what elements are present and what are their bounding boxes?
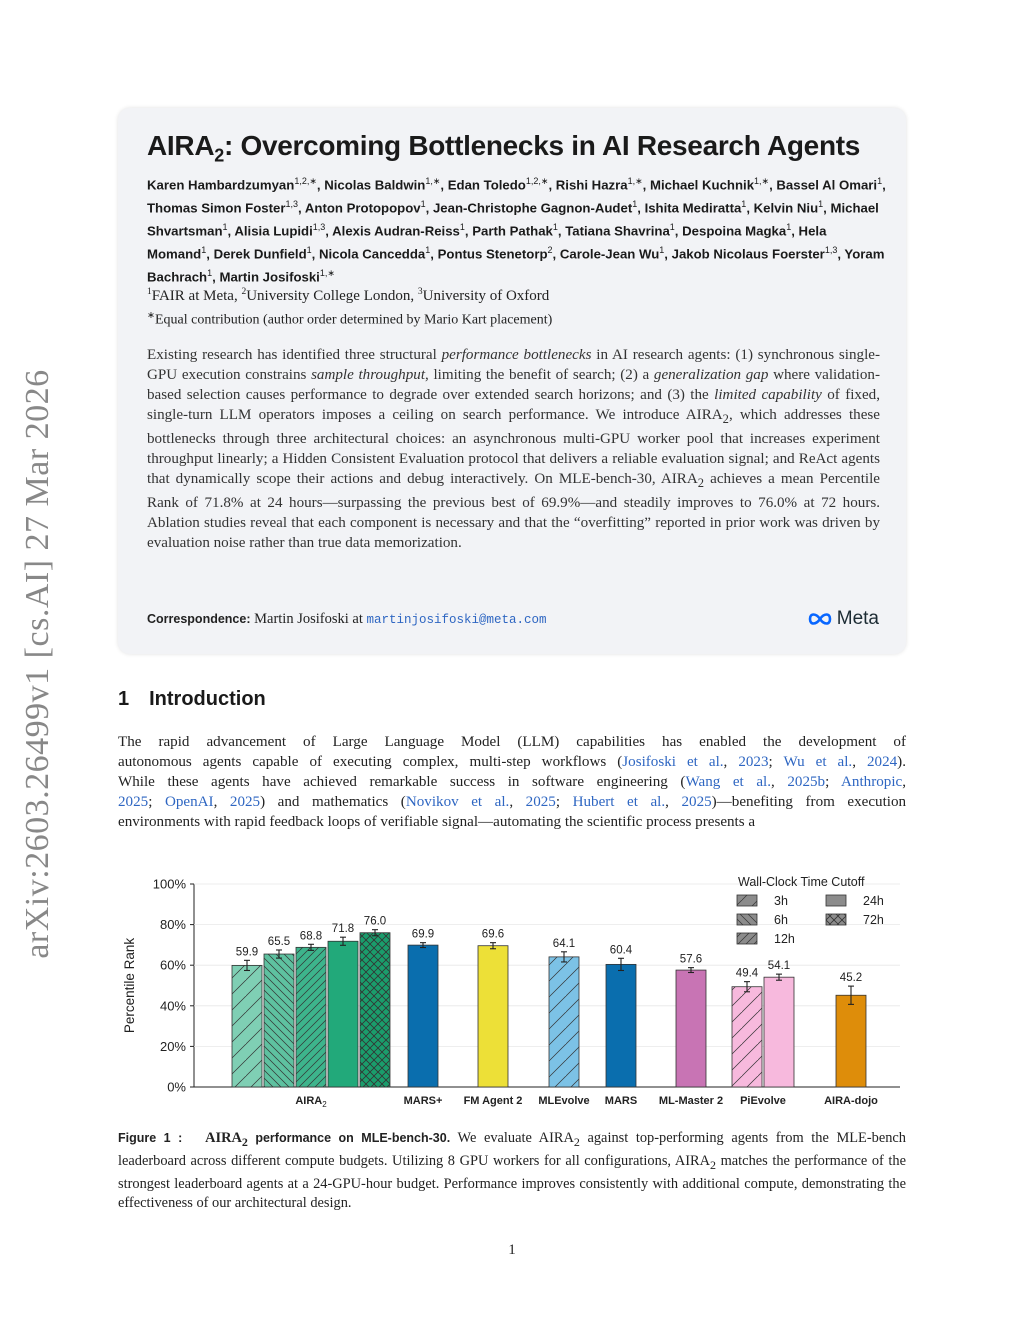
affiliation-mark: 1 (147, 287, 152, 297)
bar-hatch (232, 965, 262, 1087)
author-affiliation-mark: 1 (877, 176, 883, 186)
author-list: Karen Hambardzumyan$^{1,2,∗}$, Nicolas Baldwin$^{1,∗}$, Edan Toledo$^{1,2,∗}$, Rishi Hazra$^{1,∗}$, Michael Kuchnik$^{1,∗}$, Bassel Al Omari$^1$, Thomas Simon Foster$^{1,3}$, Anton Protopopov$^1$, Jean-Christophe Gagnon-Audet$^1$, Ishita Mediratta$^1$, Kelvin Niu$^1$, Michael Shvartsman$^1$, Alisia Lupidi$^{1,3}$, Alexis Audran-Reiss$^1$, Parth Pathak$^1$, Tatiana Shavrina$^1$, Despoina Magka$^1$, Hela Momand$^1$, Derek Dunfield$^1$, Nicola Cancedda$^1$, Pontus Stenetorp$^2$, Carole-Jean Wu$^1$, Jakob Nicolaus Foerster$^{1,3}$, Yoram Bachrach$^1$, Martin Josifoski$^{1,∗}$ (147, 176, 886, 285)
author-affiliation-mark: 1 (659, 244, 665, 255)
intro-line (118, 732, 906, 752)
affiliation-mark: 3 (417, 287, 423, 297)
intro-text: The rapid advancement of Large Language Model (LLM) capabilities has enabled the development of (118, 734, 906, 750)
affiliation-name: University of Oxford (422, 288, 550, 304)
correspondence-email-link[interactable]: martinjosifoski@meta.com (366, 613, 547, 627)
legend-swatch-hatch (737, 933, 757, 944)
y-tick-label: 60% (159, 957, 186, 973)
author-affiliation-mark: 1 (818, 198, 824, 209)
intro-text: autonomous agents capable of executing complex, multi-step workflows ( (118, 754, 623, 770)
author: Derek Dunfield (213, 246, 307, 262)
paper-title: $AIRA_2$: Overcoming Bottlenecks in AI Research Agents (147, 130, 861, 166)
legend-swatch-hatch (737, 895, 757, 906)
author: Alexis Audran-Reiss (332, 223, 460, 239)
data-label: 60.4 (609, 944, 633, 957)
bar (836, 995, 866, 1087)
x-tick-label: FM Agent 2 (463, 1095, 523, 1107)
meta-logo: Meta (806, 608, 879, 630)
author-affiliation-mark: 1,∗ (754, 176, 770, 186)
author: Parth Pathak (472, 223, 553, 239)
author-affiliation-mark: 1 (207, 267, 213, 278)
data-label: 54.1 (767, 960, 791, 973)
author-affiliation-mark: 1 (669, 221, 675, 232)
data-label: 71.8 (331, 923, 355, 936)
legend-label: 72h (863, 913, 884, 927)
bar (606, 964, 636, 1087)
author: Nicola Cancedda (318, 246, 426, 262)
author-affiliation-mark: 1 (306, 244, 312, 255)
author-affiliation-mark: 1,∗ (425, 176, 441, 186)
legend-swatch-hatch (737, 914, 757, 925)
intro-text: , (665, 794, 682, 810)
x-tick-label: AIRA-dojo (824, 1095, 878, 1107)
data-label: 45.2 (839, 972, 863, 985)
affiliations (147, 282, 887, 331)
equal-contribution-note: ∗Equal contribution (author order determined by Mario Kart placement) (147, 311, 553, 328)
y-axis-label: Percentile Rank (122, 937, 137, 1034)
author: Pontus Stenetorp (437, 246, 548, 262)
author: Carole-Jean Wu (559, 246, 660, 262)
affiliation-name: FAIR at Meta (151, 288, 234, 304)
author: Edan Toledo (447, 177, 526, 193)
author-affiliation-mark: 1 (425, 244, 431, 255)
author-affiliation-mark: 1 (459, 221, 465, 232)
bar-hatch (264, 954, 294, 1087)
x-tick-label: $AIRA_2$ (295, 1095, 327, 1109)
x-tick-label: MARS (604, 1095, 638, 1107)
bar (328, 941, 358, 1087)
author-affiliation-mark: 1 (201, 244, 207, 255)
intro-text: ; (825, 774, 842, 790)
citation-link[interactable]: 2025 (681, 794, 712, 810)
author: Michael Kuchnik (649, 177, 755, 193)
intro-text: ; (768, 754, 784, 770)
bar-hatch (549, 957, 579, 1087)
intro-text: , (723, 754, 739, 770)
legend-swatch (826, 895, 846, 906)
affiliation-line: $^1$FAIR at Meta, $^2$University College London, $^3$University of Oxford (147, 287, 550, 304)
author: Nicolas Baldwin (324, 177, 426, 193)
citation-link[interactable]: 2025b (787, 774, 826, 790)
author-affiliation-mark: 1,∗ (627, 176, 643, 186)
data-label: 49.4 (735, 967, 759, 980)
bar-hatch (360, 933, 390, 1087)
intro-line (118, 752, 906, 772)
intro-text: environments with rapid feedback loops of verifiable signal—automating the scientific process presents a (118, 814, 756, 830)
author-affiliation-mark: 1,3 (824, 244, 838, 255)
arxiv-stamp: arXiv:2603.26499v1 [cs.AI] 27 Mar 2026 (19, 369, 56, 959)
citation-link[interactable]: Novikov et al. (405, 794, 510, 810)
data-label: 76.0 (363, 915, 387, 928)
author-affiliation-mark: 1,3 (285, 198, 299, 209)
data-label: 57.6 (679, 953, 703, 966)
citation-link[interactable]: 2025 (118, 794, 149, 810)
x-tick-label: MARS+ (403, 1095, 443, 1107)
citation-link[interactable]: 2024 (866, 754, 898, 770)
figure-1-chart (118, 868, 908, 1118)
y-tick-label: 80% (159, 917, 186, 933)
citation-link[interactable]: OpenAI (164, 794, 214, 810)
citation-link[interactable]: Wang et al. (685, 774, 771, 790)
intro-text: ; (148, 794, 165, 810)
section-heading: 1 Introduction (118, 688, 266, 710)
data-label: 64.1 (552, 937, 576, 950)
data-label: 69.9 (411, 928, 435, 941)
bar (764, 977, 794, 1087)
author-affiliation-mark: 2 (547, 244, 553, 255)
affiliation-name: University College London (246, 288, 411, 304)
affiliation-mark: 2 (241, 287, 247, 297)
bar (408, 945, 438, 1087)
author: Michael Shvartsman (147, 200, 879, 239)
citation-link[interactable]: 2025 (229, 794, 261, 810)
y-tick-label: 100% (152, 876, 186, 892)
intro-text: , (771, 774, 788, 790)
author: Rishi Hazra (555, 177, 628, 193)
citation-link[interactable]: 2025 (525, 794, 556, 810)
author: Yoram Bachrach (147, 246, 885, 285)
intro-text: ). (897, 754, 906, 770)
legend-swatch-hatch (826, 914, 846, 925)
intro-text: , (509, 794, 526, 810)
intro-text: , (213, 794, 230, 810)
author: Karen Hambardzumyan (147, 177, 295, 193)
legend-label: 3h (774, 894, 788, 908)
intro-text: While these agents have achieved remarkable success in software engineering ( (118, 774, 686, 790)
figure-caption: Figure 1 : $AIRA_2$ performance on MLE-bench-30. We evaluate $AIRA_2$ against top-performing agents from the MLE-bench leaderboard across different compute budgets. Utilizing 8 GPU workers for all configurations, $AIRA_2$ matches the performance of the strongest leaderboard agents at a 24-GPU-hour budget. Performance improves consistently with additional compute, demonstrating the effectiveness of our architectural design. (118, 1130, 907, 1211)
bar (478, 946, 508, 1087)
data-label: 59.9 (235, 946, 259, 959)
author-affiliation-mark: 1 (420, 198, 426, 209)
author: Kelvin Niu (753, 200, 819, 216)
legend-title: Wall-Clock Time Cutoff (738, 875, 865, 889)
author-affiliation-mark: 1,3 (312, 221, 326, 232)
data-label: 69.6 (481, 928, 505, 941)
author: Jean-Christophe Gagnon-Audet (432, 200, 633, 216)
author-affiliation-mark: 1,2,∗ (525, 176, 549, 186)
intro-text: , (902, 774, 907, 790)
intro-line (118, 812, 906, 832)
author-affiliation-mark: 1 (632, 198, 638, 209)
author-affiliation-mark: 1,2,∗ (294, 176, 317, 186)
citation-link[interactable]: Hubert et al. (572, 794, 666, 810)
legend-label: 6h (774, 913, 788, 927)
intro-text: , (852, 754, 867, 770)
author: Despoina Magka (682, 223, 787, 239)
data-label: 65.5 (267, 935, 291, 948)
author-affiliation-mark: 1 (552, 221, 558, 232)
author-affiliation-mark: 1 (786, 221, 792, 232)
author-affiliation-mark: 1 (741, 198, 747, 209)
x-tick-label: MLEvolve (538, 1095, 590, 1107)
citation-link[interactable]: Anthropic (841, 774, 903, 790)
title-box (118, 108, 906, 654)
bar-hatch (732, 987, 762, 1087)
data-label: 68.8 (299, 930, 323, 943)
author: Bassel Al Omari (776, 177, 878, 193)
correspondence: Correspondence: Martin Josifoski at martinjosifoski@meta.com (147, 611, 547, 627)
page-number: 1 (508, 1242, 516, 1258)
author: Anton Protopopov (304, 200, 421, 216)
intro-line (118, 792, 906, 812)
author: Jakob Nicolaus Foerster (671, 246, 825, 262)
y-tick-label: 40% (159, 998, 186, 1014)
intro-text: ) and mathematics ( (260, 794, 406, 810)
y-tick-label: 20% (159, 1038, 186, 1054)
legend-label: 24h (863, 894, 884, 908)
y-tick-label: 0% (167, 1079, 186, 1095)
intro-text: )—benefiting from execution (711, 794, 907, 810)
citation-link[interactable]: Josifoski et al. (622, 754, 724, 770)
meta-infinity-icon (806, 611, 834, 627)
citation-link[interactable]: Wu et al. (783, 754, 853, 770)
author: Thomas Simon Foster (147, 200, 286, 216)
author: Alisia Lupidi (234, 223, 313, 239)
author: Hela Momand (147, 223, 827, 262)
x-tick-label: ML-Master 2 (658, 1095, 724, 1107)
x-tick-label: PiEvolve (740, 1095, 786, 1107)
citation-link[interactable]: 2023 (738, 754, 769, 770)
author: Tatiana Shavrina (565, 223, 670, 239)
intro-line (118, 772, 906, 792)
author: Ishita Mediratta (644, 200, 742, 216)
author-affiliation-mark: 1,∗ (319, 267, 335, 278)
legend-label: 12h (774, 932, 795, 946)
author: Martin Josifoski (219, 269, 320, 285)
intro-text: ; (555, 794, 573, 810)
bar (676, 970, 706, 1087)
bar-hatch (296, 947, 326, 1087)
introduction-paragraph (118, 732, 906, 832)
abstract: Existing research has identified three structural performance bottlenecks in AI research agents: (1) synchronous single-GPU execution constrains sample throughput, limiting the benefit of search; (2) a generalization gap where validation-based selection causes performance to degrade over extended search horizons; and (3) the limited capability of fixed, single-turn LLM operators imposes a ceiling on search performance. We introduce $AIRA_2$, which addresses these bottlenecks through three architectural choices: an asynchronous multi-GPU worker pool that increases experiment throughput linearly; a Hidden Consistent Evaluation protocol that delivers a reliable evaluation signal; and ReAct agents that dynamically scope their actions and debug interactively. On MLE-bench-30, $AIRA_2$ achieves a mean Percentile Rank of 71.8% at 24 hours—surpassing the previous best of 69.9%—and steadily improves to 76.0% at 72 hours. Ablation studies reveal that each component is necessary and that the “overfitting” reported in prior work was driven by evaluation noise rather than true data memorization. (147, 347, 880, 552)
author-affiliation-mark: 1 (222, 221, 228, 232)
